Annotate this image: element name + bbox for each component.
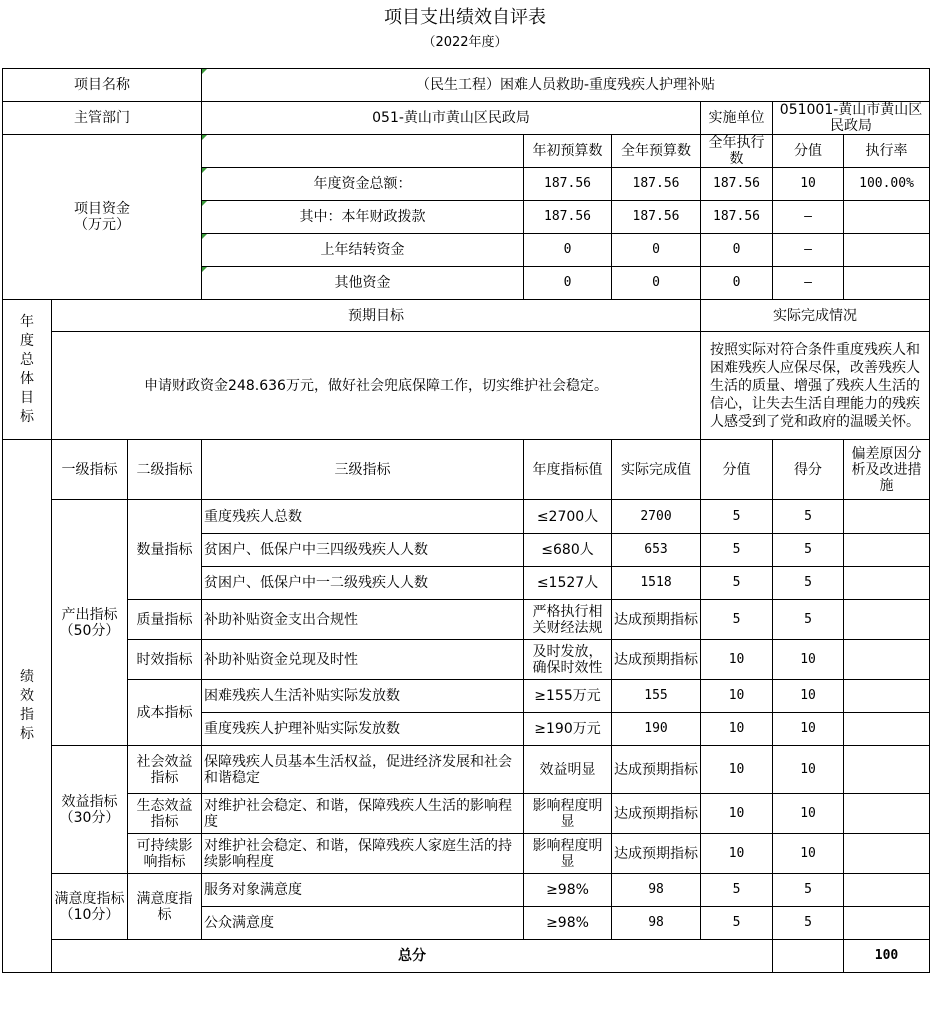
indicator-header: 分值 (701, 440, 773, 500)
indicator-points: 5 (701, 500, 773, 534)
funds-cell: 187.56 (701, 201, 773, 234)
indicator-deviation (844, 794, 930, 834)
funds-cell: 187.56 (524, 168, 612, 201)
impl-value: 051001-黄山市黄山区民政局 (773, 102, 930, 135)
indicator-target: ≤1527人 (524, 567, 612, 600)
indicator-target: ≥98% (524, 907, 612, 940)
indicator-deviation (844, 874, 930, 907)
indicator-actual: 2700 (612, 500, 701, 534)
indicator-target: ≥190万元 (524, 713, 612, 746)
funds-cell: 0 (701, 234, 773, 267)
indicator-target: 效益明显 (524, 746, 612, 794)
indicator-name: 重度残疾人护理补贴实际发放数 (202, 713, 524, 746)
indicator-name: 补助补贴资金兑现及时性 (202, 640, 524, 680)
funds-cell: 187.56 (612, 201, 701, 234)
indicator-score: 5 (773, 600, 844, 640)
indicator-deviation (844, 600, 930, 640)
indicator-points: 10 (701, 680, 773, 713)
indicator-deviation (844, 907, 930, 940)
funds-header: 分值 (773, 135, 844, 168)
funds-cell: – (773, 234, 844, 267)
level2-social: 社会效益指标 (128, 746, 202, 794)
indicator-header: 得分 (773, 440, 844, 500)
level1-output: 产出指标（50分） (52, 500, 128, 746)
level1-satisfaction: 满意度指标（10分） (52, 874, 128, 940)
indicator-actual: 98 (612, 907, 701, 940)
indicator-score: 5 (773, 567, 844, 600)
funds-cell: 187.56 (612, 168, 701, 201)
indicator-points: 5 (701, 567, 773, 600)
level2-quantity: 数量指标 (128, 500, 202, 600)
level2-quality: 质量指标 (128, 600, 202, 640)
indicator-actual: 达成预期指标 (612, 794, 701, 834)
funds-cell: 187.56 (524, 201, 612, 234)
funds-cell: – (773, 201, 844, 234)
level2-timeliness: 时效指标 (128, 640, 202, 680)
indicator-target: ≥155万元 (524, 680, 612, 713)
indicator-name: 困难残疾人生活补贴实际发放数 (202, 680, 524, 713)
funds-header: 执行率 (844, 135, 930, 168)
actual-result-header: 实际完成情况 (701, 300, 930, 332)
indicator-name: 重度残疾人总数 (202, 500, 524, 534)
indicator-points: 10 (701, 794, 773, 834)
funds-row-label: 其中：本年财政拨款 (202, 201, 524, 234)
funds-header: 年初预算数 (524, 135, 612, 168)
page-title: 项目支出绩效自评表 (384, 7, 546, 28)
funds-label (3, 135, 202, 300)
level2-cost: 成本指标 (128, 680, 202, 746)
indicator-actual: 达成预期指标 (612, 834, 701, 874)
funds-cell: 0 (612, 267, 701, 300)
dept-value: 051-黄山市黄山区民政局 (202, 102, 701, 135)
level2-sustainable: 可持续影响指标 (128, 834, 202, 874)
funds-header-blank (202, 135, 524, 168)
self-evaluation-table (2, 68, 930, 973)
indicator-target: 影响程度明显 (524, 834, 612, 874)
indicator-deviation (844, 834, 930, 874)
funds-cell: 0 (612, 234, 701, 267)
indicator-target: ≤680人 (524, 534, 612, 567)
indicator-actual: 达成预期指标 (612, 600, 701, 640)
indicator-score: 5 (773, 534, 844, 567)
indicator-target: ≥98% (524, 874, 612, 907)
indicator-name: 保障残疾人员基本生活权益，促进经济发展和社会和谐稳定 (202, 746, 524, 794)
indicator-header: 三级指标 (202, 440, 524, 500)
indicator-deviation (844, 640, 930, 680)
level1-benefit: 效益指标（30分） (52, 746, 128, 874)
indicator-score: 5 (773, 874, 844, 907)
indicators-label-text: 绩效指标 (20, 669, 34, 742)
expected-goal-header: 预期目标 (52, 300, 701, 332)
total-label: 总分 (52, 940, 773, 973)
indicator-target: 影响程度明显 (524, 794, 612, 834)
level2-satisfaction: 满意度指标 (128, 874, 202, 940)
indicator-deviation (844, 746, 930, 794)
indicator-points: 5 (701, 874, 773, 907)
funds-cell: 0 (524, 267, 612, 300)
indicator-deviation (844, 567, 930, 600)
indicator-name: 贫困户、低保户中一二级残疾人人数 (202, 567, 524, 600)
indicator-deviation (844, 713, 930, 746)
report-year: （2022年度） (422, 35, 508, 50)
funds-header: 全年执行数 (701, 135, 773, 168)
total-points: 100 (844, 940, 930, 973)
funds-cell: 0 (701, 267, 773, 300)
indicator-points: 5 (701, 600, 773, 640)
total-blank (773, 940, 844, 973)
funds-cell: – (773, 267, 844, 300)
indicators-label (3, 440, 52, 973)
funds-row-label: 上年结转资金 (202, 234, 524, 267)
indicator-header: 一级指标 (52, 440, 128, 500)
indicator-header: 二级指标 (128, 440, 202, 500)
funds-cell: 0 (524, 234, 612, 267)
indicator-points: 10 (701, 713, 773, 746)
project-name-label: 项目名称 (3, 69, 202, 102)
funds-cell (844, 234, 930, 267)
funds-cell (844, 201, 930, 234)
indicator-points: 10 (701, 746, 773, 794)
indicator-name: 补助补贴资金支出合规性 (202, 600, 524, 640)
indicator-actual: 98 (612, 874, 701, 907)
indicator-name: 贫困户、低保户中三四级残疾人人数 (202, 534, 524, 567)
indicator-score: 10 (773, 794, 844, 834)
indicator-header: 年度指标值 (524, 440, 612, 500)
goals-label (3, 300, 52, 440)
indicator-points: 10 (701, 640, 773, 680)
indicator-actual: 1518 (612, 567, 701, 600)
indicator-target: 严格执行相关财经法规 (524, 600, 612, 640)
indicator-score: 10 (773, 713, 844, 746)
indicator-score: 5 (773, 907, 844, 940)
indicator-actual: 达成预期指标 (612, 746, 701, 794)
indicator-deviation (844, 534, 930, 567)
indicator-points: 10 (701, 834, 773, 874)
indicator-name: 服务对象满意度 (202, 874, 524, 907)
indicator-header: 偏差原因分析及改进措施 (844, 440, 930, 500)
funds-cell: 100.00% (844, 168, 930, 201)
indicator-name: 公众满意度 (202, 907, 524, 940)
funds-cell: 187.56 (701, 168, 773, 201)
indicator-target: 及时发放，确保时效性 (524, 640, 612, 680)
indicator-score: 10 (773, 680, 844, 713)
indicator-score: 10 (773, 834, 844, 874)
indicator-actual: 653 (612, 534, 701, 567)
indicator-points: 5 (701, 534, 773, 567)
indicator-actual: 达成预期指标 (612, 640, 701, 680)
funds-header: 全年预算数 (612, 135, 701, 168)
actual-result-text: 按照实际对符合条件重度残疾人和困难残疾人应保尽保，改善残疾人生活的质量、增强了残疾人生活的信心，让失去生活自理能力的残疾人感受到了党和政府的温暖关怀。 (701, 332, 930, 440)
indicator-name: 对维护社会稳定、和谐，保障残疾人生活的影响程度 (202, 794, 524, 834)
funds-label-line1: 项目资金 (74, 201, 130, 217)
indicator-name: 对维护社会稳定、和谐，保障残疾人家庭生活的持续影响程度 (202, 834, 524, 874)
indicator-actual: 155 (612, 680, 701, 713)
indicator-score: 5 (773, 500, 844, 534)
expected-goal-text: 申请财政资金248.636万元，做好社会兜底保障工作，切实维护社会稳定。 (52, 332, 701, 440)
funds-row-label: 其他资金 (202, 267, 524, 300)
funds-label-line2: （万元） (74, 217, 130, 233)
indicator-points: 5 (701, 907, 773, 940)
indicator-score: 10 (773, 640, 844, 680)
goals-label-text: 年度总体目标 (20, 313, 34, 425)
indicator-actual: 190 (612, 713, 701, 746)
funds-row-label: 年度资金总额： (202, 168, 524, 201)
funds-cell: 10 (773, 168, 844, 201)
level2-ecological: 生态效益指标 (128, 794, 202, 834)
indicator-deviation (844, 680, 930, 713)
funds-cell (844, 267, 930, 300)
dept-label: 主管部门 (3, 102, 202, 135)
indicator-target: ≤2700人 (524, 500, 612, 534)
project-name: （民生工程）困难人员救助-重度残疾人护理补贴 (202, 69, 930, 102)
indicator-deviation (844, 500, 930, 534)
impl-label: 实施单位 (701, 102, 773, 135)
indicator-score: 10 (773, 746, 844, 794)
indicator-header: 实际完成值 (612, 440, 701, 500)
